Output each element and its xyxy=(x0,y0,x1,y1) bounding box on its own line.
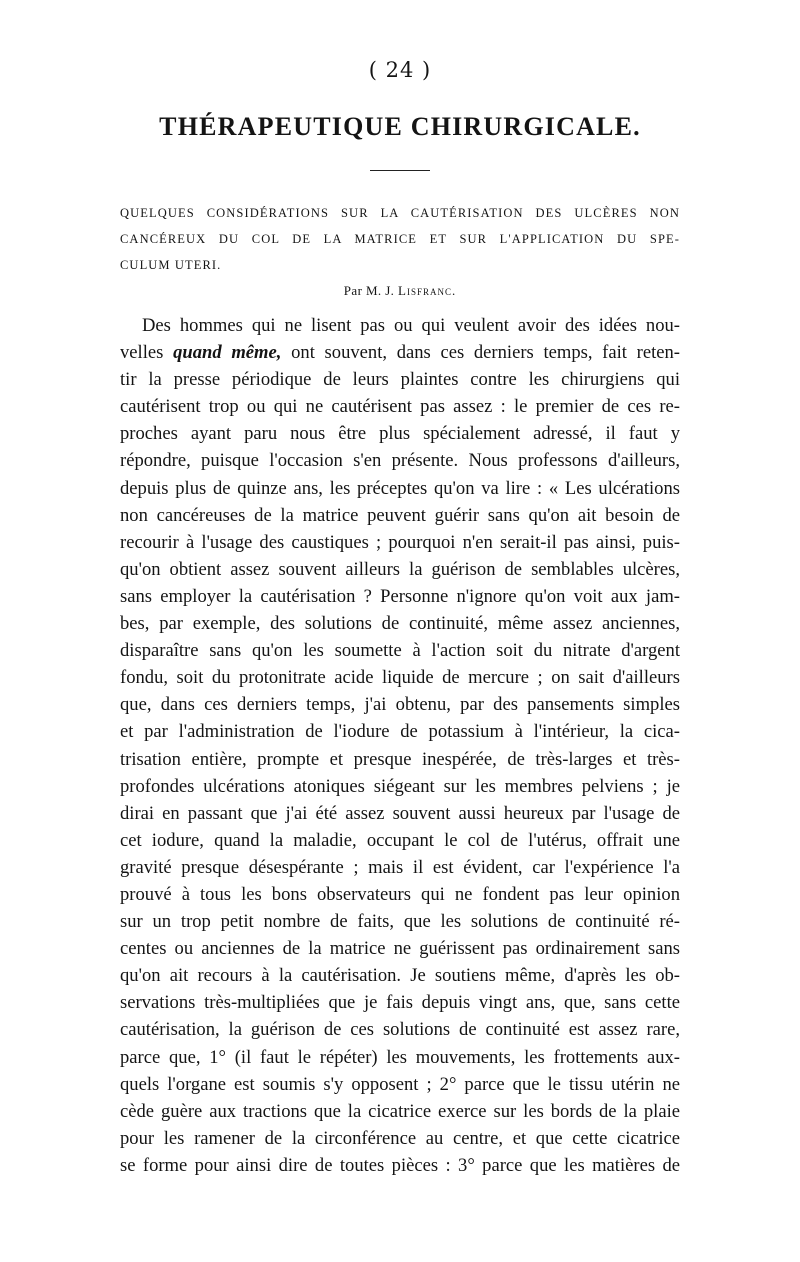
text-line: gravité presque désespérante ; mais il est évident, car l'expérience l'a xyxy=(120,856,680,878)
text-line: bes, par exemple, des solutions de continuité, même assez anciennes, xyxy=(120,613,680,635)
emphasis-quand-meme: quand même, xyxy=(173,342,282,364)
article-heading xyxy=(120,200,680,278)
text-line: pour les ramener de la circonférence au centre, et que cette cicatrice xyxy=(120,1127,680,1149)
text-line xyxy=(120,339,680,366)
text-line: répondre, puisque l'occasion s'en présente. Nous professons d'ailleurs, xyxy=(120,450,680,472)
text-line: non cancéreuses de la matrice peuvent guérir sans qu'on ait besoin de xyxy=(120,504,680,526)
text-line: Des hommes qui ne lisent pas ou qui veulent avoir des idées nou- xyxy=(142,315,680,336)
text-line: depuis plus de quinze ans, les préceptes qu'on va lire : « Les ulcérations xyxy=(120,477,680,499)
page-number: ( 24 ) xyxy=(368,58,432,82)
text-line: trisation entière, prompte et presque inespérée, de très-larges et très- xyxy=(120,748,680,770)
text-line: qu'on obtient assez souvent ailleurs la guérison de semblables ulcères, xyxy=(120,558,680,580)
text-segment: velles xyxy=(120,342,164,364)
author-name: Lisfranc. xyxy=(398,283,457,298)
title-divider xyxy=(370,170,430,171)
body-paragraph xyxy=(120,312,680,1179)
text-line: sur un trop petit nombre de faits, que les solutions de continuité ré- xyxy=(120,911,680,933)
text-line: quels l'organe est soumis s'y opposent ; 2° parce que le tissu utérin ne xyxy=(120,1073,680,1095)
text-line: qu'on ait recours à la cautérisation. Je soutiens même, d'après les ob- xyxy=(120,965,680,987)
text-line: cet iodure, quand la maladie, occupant le col de l'utérus, offrait une xyxy=(120,829,680,851)
text-line: cautérisation, la guérison de ces solutions de continuité est assez rare, xyxy=(120,1019,680,1041)
text-line: cautérisent trop ou qui ne cautérisent pas assez : le premier de ces re- xyxy=(120,396,680,418)
article-heading-line: CULUM UTERI. xyxy=(120,258,222,272)
text-line: fondu, soit du protonitrate acide liquide de mercure ; on sait d'ailleurs xyxy=(120,667,680,689)
text-line: centes ou anciennes de la matrice ne guérissent pas ordinairement sans xyxy=(120,938,680,960)
text-line: sans employer la cautérisation ? Personne n'ignore qu'on voit aux jam- xyxy=(120,585,680,607)
text-line: tir la presse périodique de leurs plaintes contre les chirurgiens qui xyxy=(120,369,680,391)
text-line: servations très-multipliées que je fais depuis vingt ans, que, sans cette xyxy=(120,992,680,1014)
section-title: THÉRAPEUTIQUE CHIRURGICALE. xyxy=(159,112,641,141)
text-line: se forme pour ainsi dire de toutes pièces : 3° parce que les matières de xyxy=(120,1154,680,1176)
text-line: profondes ulcérations atoniques siégeant sur les membres pelviens ; je xyxy=(120,775,680,797)
article-heading-line: CANCÉREUX DU COL DE LA MATRICE ET SUR L'APPLICATION DU SPE- xyxy=(120,232,680,246)
text-line: que, dans ces derniers temps, j'ai obtenu, par des pansements simples xyxy=(120,694,680,716)
text-line: et par l'administration de l'iodure de potassium à l'intérieur, la cica- xyxy=(120,721,680,743)
text-line: prouvé à tous les bons observateurs qui ne fondent pas leur opinion xyxy=(120,883,680,905)
author-line xyxy=(0,283,800,299)
author-prefix: Par M. J. xyxy=(343,283,395,298)
text-line: disparaître sans qu'on les soumette à l'action soit du nitrate d'argent xyxy=(120,640,680,662)
text-line: cède guère aux tractions que la cicatrice exerce sur les bords de la plaie xyxy=(120,1100,680,1122)
text-line: recourir à l'usage des caustiques ; pourquoi n'en serait-il pas ainsi, puis- xyxy=(120,531,680,553)
text-line: dirai en passant que j'ai été assez souvent aussi heureux par l'usage de xyxy=(120,802,680,824)
text-line: parce que, 1° (il faut le répéter) les mouvements, les frottements aux- xyxy=(120,1046,680,1068)
text-line: proches ayant paru nous être plus spécialement adressé, il faut y xyxy=(120,423,680,445)
text-segment: ont souvent, dans ces derniers temps, fait reten- xyxy=(291,342,680,364)
article-heading-line: QUELQUES CONSIDÉRATIONS SUR LA CAUTÉRISATION DES ULCÈRES NON xyxy=(120,206,680,220)
